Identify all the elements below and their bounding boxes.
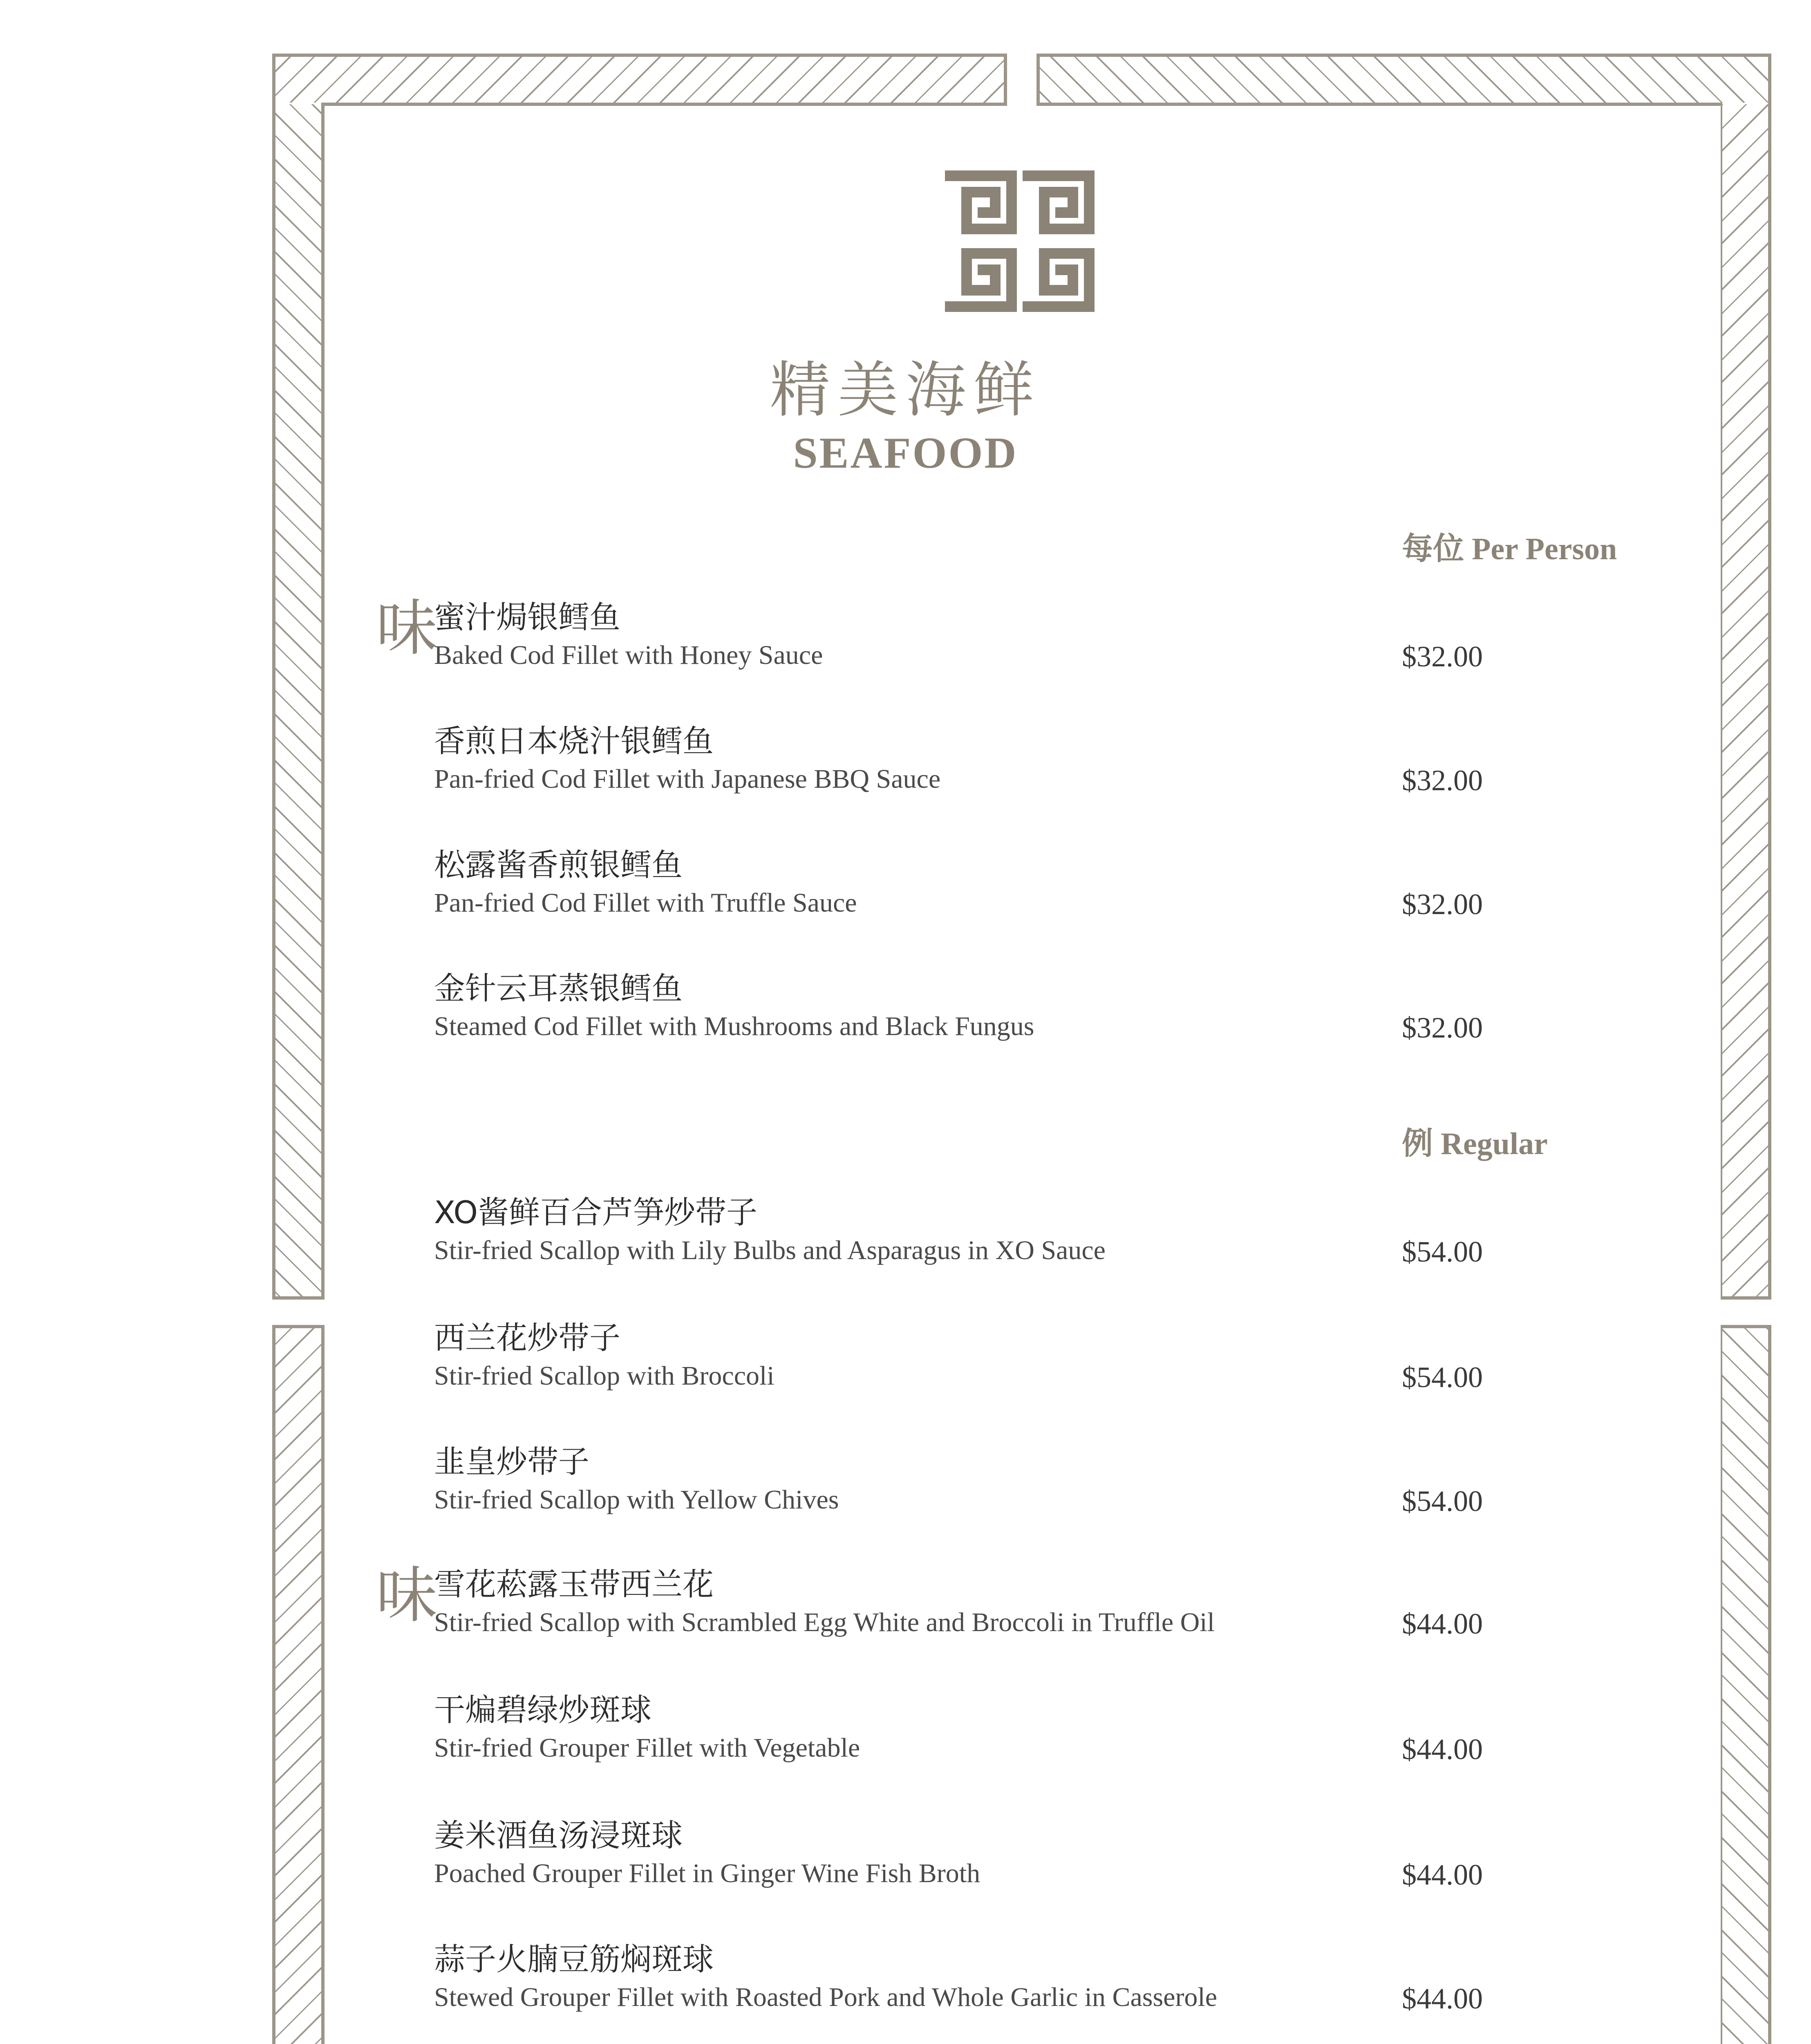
- menu-item: [0, 1194, 1811, 1279]
- column-header-regular: 例 Regular: [1402, 1127, 1548, 1161]
- menu-item: [0, 1560, 1811, 1651]
- item-price: $44.00: [1402, 1607, 1483, 1640]
- chef-recommendation-icon: 味: [376, 593, 438, 664]
- menu-item: [0, 1322, 1811, 1404]
- menu-item: [0, 1694, 1811, 1776]
- item-name-chinese: 韭皇炒带子: [434, 1443, 589, 1480]
- item-price: $44.00: [1402, 1858, 1483, 1891]
- item-name-chinese: 西兰花炒带子: [434, 1320, 620, 1356]
- item-price: $54.00: [1402, 1235, 1483, 1268]
- item-name: Pan-fried Cod Fillet with Japanese BBQ Sauce: [434, 764, 941, 794]
- item-name-chinese: 香煎日本烧汁银鳕鱼: [434, 723, 714, 759]
- chef-recommendation-icon: 味: [376, 1560, 438, 1631]
- item-name: Baked Cod Fillet with Honey Sauce: [434, 640, 823, 670]
- item-name: Poached Grouper Fillet in Ginger Wine Fish Broth: [434, 1858, 980, 1888]
- item-price: $32.00: [1402, 640, 1483, 673]
- column-header-per-person: 每位 Per Person: [1402, 532, 1617, 566]
- menu-item: [0, 1443, 1811, 1528]
- item-name-chinese: 蒜子火腩豆筋焖斑球: [434, 1941, 714, 1977]
- item-price: $32.00: [1402, 888, 1483, 921]
- item-name: Stir-fried Grouper Fillet with Vegetable: [434, 1733, 860, 1763]
- item-name-chinese: 干煸碧绿炒斑球: [434, 1692, 651, 1728]
- item-price: $32.00: [1402, 764, 1483, 797]
- item-name: Stir-fried Scallop with Yellow Chives: [434, 1485, 839, 1515]
- item-price: $54.00: [1402, 1485, 1483, 1517]
- item-name: Steamed Cod Fillet with Mushrooms and Black Fungus: [434, 1011, 1034, 1041]
- item-price: $32.00: [1402, 1011, 1483, 1044]
- item-name: Stir-fried Scallop with Broccoli: [434, 1361, 775, 1391]
- item-name: Stir-fried Scallop with Scrambled Egg White and Broccoli in Truffle Oil: [434, 1607, 1215, 1637]
- item-price: $44.00: [1402, 1982, 1483, 2015]
- menu-item: [0, 970, 1811, 1055]
- page-title-chinese: 精美海鲜: [770, 355, 1041, 425]
- menu-item: [0, 849, 1811, 931]
- item-name-chinese: 金针云耳蒸银鳕鱼: [434, 970, 683, 1006]
- item-name-chinese: 蜜汁焗银鳕鱼: [434, 599, 620, 635]
- item-name-chinese: 松露酱香煎银鳕鱼: [434, 847, 683, 883]
- item-name-chinese: 雪花菘露玉带西兰花: [434, 1566, 714, 1602]
- restaurant-logo: [942, 168, 1097, 315]
- menu-item: [0, 1817, 1811, 1902]
- item-name: Pan-fried Cod Fillet with Truffle Sauce: [434, 888, 857, 918]
- item-name-chinese: XO酱鲜百合芦笋炒带子: [434, 1194, 758, 1230]
- item-name-chinese: 姜米酒鱼汤浸斑球: [434, 1817, 683, 1853]
- item-price: $44.00: [1402, 1733, 1483, 1766]
- menu-item: [0, 1941, 1811, 2026]
- page-title: SEAFOOD: [793, 429, 1018, 477]
- menu-item: [0, 723, 1811, 807]
- item-price: $54.00: [1402, 1361, 1483, 1394]
- item-name: Stir-fried Scallop with Lily Bulbs and Asparagus in XO Sauce: [434, 1235, 1106, 1265]
- item-name: Stewed Grouper Fillet with Roasted Pork and Whole Garlic in Casserole: [434, 1982, 1218, 2012]
- menu-item: [0, 593, 1811, 684]
